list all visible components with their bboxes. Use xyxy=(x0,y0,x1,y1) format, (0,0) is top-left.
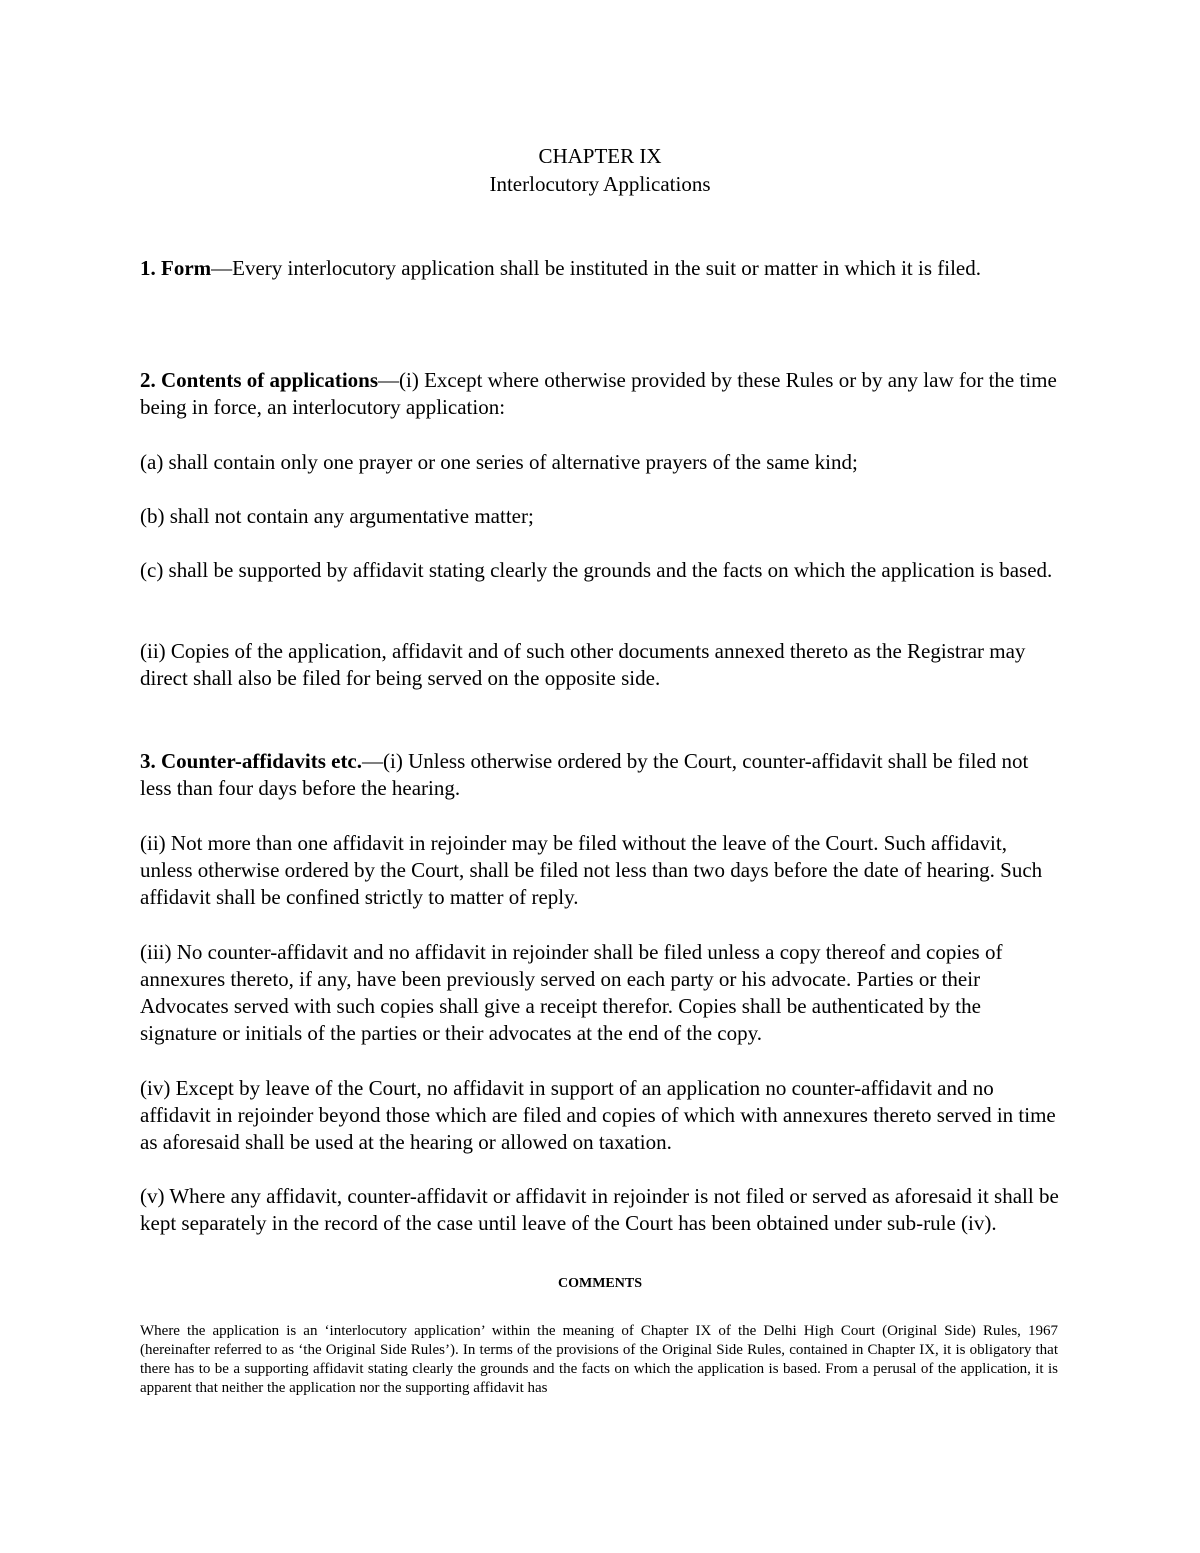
chapter-subtitle: Interlocutory Applications xyxy=(489,172,711,196)
rule-3-clause-iii: (iii) No counter-affidavit and no affidavit in rejoinder shall be filed unless a copy thereof and copies of annexures thereto, if any, have been previously served on each party or his advocate. Parties or their Advocates served with such copies shall give a receipt therefor. Copies shall be authenticated by the signature or initials of the parties or their advocates at the end of the copy. xyxy=(140,940,1003,1045)
rule-2-text: —(i) Except where otherwise provided by these Rules or by any law for the time being in force, an interlocutory application: xyxy=(140,368,1057,419)
rule-3-clause-v: (v) Where any affidavit, counter-affidavit or affidavit in rejoinder is not filed or served as aforesaid it shall be kept separately in the record of the case until leave of the Court has been obtained under sub-rule (iv). xyxy=(140,1184,1059,1235)
rule-2-clause-ii: (ii) Copies of the application, affidavit and of such other documents annexed thereto as the Registrar may direct shall also be filed for being served on the opposite side. xyxy=(140,639,1026,690)
rule-2-clause-a: (a) shall contain only one prayer or one series of alternative prayers of the same kind; xyxy=(140,450,858,474)
rule-3-heading: 3. Counter-affidavits etc. xyxy=(140,749,363,773)
rule-3-text: —(i) Unless otherwise ordered by the Court, counter-affidavit shall be filed not less than four days before the hearing. xyxy=(140,749,1029,800)
rule-1-paragraph xyxy=(140,255,1060,282)
rule-3-clause-iv: (iv) Except by leave of the Court, no affidavit in support of an application no counter-affidavit and no affidavit in rejoinder beyond those which are filed and copies of which with annexures thereto served in time as aforesaid shall be used at the hearing or allowed on taxation. xyxy=(140,1076,1056,1154)
comments-heading: COMMENTS xyxy=(558,1276,642,1291)
comments-body: Where the application is an ‘interlocutory application’ within the meaning of Chapter IX of the Delhi High Court (Original Side) Rules, 1967 (hereinafter referred to as ‘the Original Side Rules’). In terms of the provisions of the Original Side Rules, contained in Chapter IX, it is obligatory that there has to be a supporting affidavit stating clearly the grounds and the facts on which the application is based. From a perusal of the application, it is apparent that neither the application nor the supporting affidavit has xyxy=(140,1323,1058,1396)
rule-1-text: —Every interlocutory application shall be instituted in the suit or matter in which it is filed. xyxy=(211,256,981,280)
chapter-title: CHAPTER IX xyxy=(538,144,662,168)
rule-2-clause-c: (c) shall be supported by affidavit stating clearly the grounds and the facts on which the application is based. xyxy=(140,558,1053,582)
rule-2-heading: 2. Contents of applications xyxy=(140,368,379,392)
rule-2-paragraph xyxy=(140,367,1060,421)
rule-1-heading: 1. Form xyxy=(140,256,212,280)
rule-2-clause-b: (b) shall not contain any argumentative matter; xyxy=(140,504,534,528)
rule-3-clause-ii: (ii) Not more than one affidavit in rejoinder may be filed without the leave of the Court. Such affidavit, unless otherwise ordered by the Court, shall be filed not less than two days before the date of hearing. Such affidavit shall be confined strictly to matter of reply. xyxy=(140,831,1043,909)
rule-3-paragraph xyxy=(140,748,1060,802)
